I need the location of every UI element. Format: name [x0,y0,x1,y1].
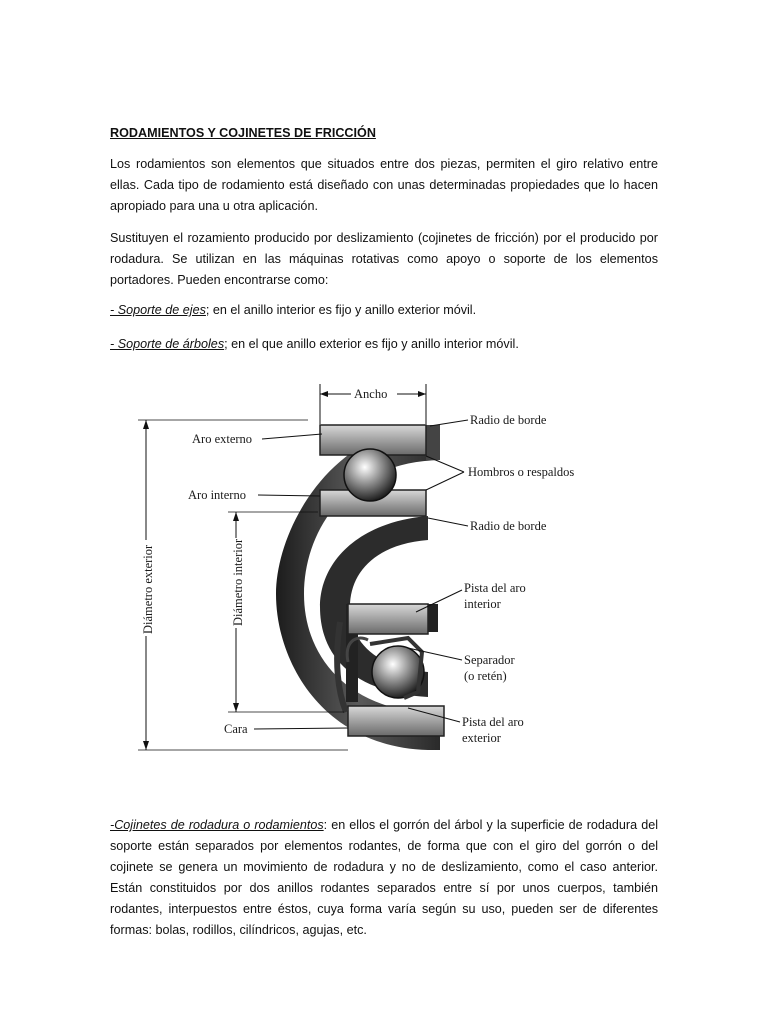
support-trees-paragraph [110,334,658,355]
label-outer-ring: Aro externo [192,432,253,446]
label-edge-radius-top: Radio de borde [470,413,547,427]
label-inner-ring: Aro interno [188,488,246,502]
label-width: Ancho [354,387,388,401]
label-separator-line2: (o retén) [464,669,507,683]
label-inner-race-line1: Pista del aro [464,581,526,595]
label-outer-race-line1: Pista del aro [462,715,524,729]
page-title: RODAMIENTOS Y COJINETES DE FRICCIÓN [110,126,376,140]
usage-paragraph: Sustituyen el rozamiento producido por deslizamiento (cojinetes de fricción) por el producido por rodadura. Se utilizan en las máquinas rotativas como apoyo o soporte de los elementos portadores. Pueden encontrarse como: [110,231,658,287]
label-edge-radius-mid: Radio de borde [470,519,547,533]
support-shafts-term: - Soporte de ejes [110,303,206,317]
label-inner-diameter: Diámetro interior [231,538,245,626]
intro-paragraph: Los rodamientos son elementos que situados entre dos piezas, permiten el giro relativo entre ellas. Cada tipo de rodamiento está diseñado con unas determinadas propiedades que lo hacen apropiado para una u otra aplicación. [110,157,658,213]
bearing-diagram [108,372,668,762]
support-trees-text: ; en el que anillo exterior es fijo y anillo interior móvil. [224,337,519,351]
label-outer-race-line2: exterior [462,731,501,745]
support-shafts-text: ; en el anillo interior es fijo y anillo exterior móvil. [205,303,477,317]
label-outer-diameter: Diámetro exterior [141,544,155,634]
label-inner-race-line2: interior [464,597,501,611]
rolling-bearings-term: -Cojinetes de rodadura o rodamientos [110,818,324,832]
rolling-bearings-text: : en ellos el gorrón del árbol y la superficie de rodadura del soporte están separados por elementos rodantes, de forma que con el giro del gorrón o del cojinete se genera un movimiento de rodadura y no de deslizamiento, como el caso anterior. Están constituidos por dos anillos rodantes separados entre sí por unos cuerpos, también rodantes, interpuestos entre éstos, cuya forma varía según su uso, pueden ser de diferentes formas: bolas, rodillos, cilíndricos, agujas, etc. [110,818,658,937]
support-shafts-paragraph [110,300,658,321]
bearing-drawing [276,425,444,750]
label-separator-line1: Separador [464,653,515,667]
support-trees-term: - Soporte de árboles [110,337,225,351]
label-shoulders: Hombros o respaldos [468,465,575,479]
rolling-bearings-paragraph [110,815,658,941]
label-face: Cara [224,722,248,736]
